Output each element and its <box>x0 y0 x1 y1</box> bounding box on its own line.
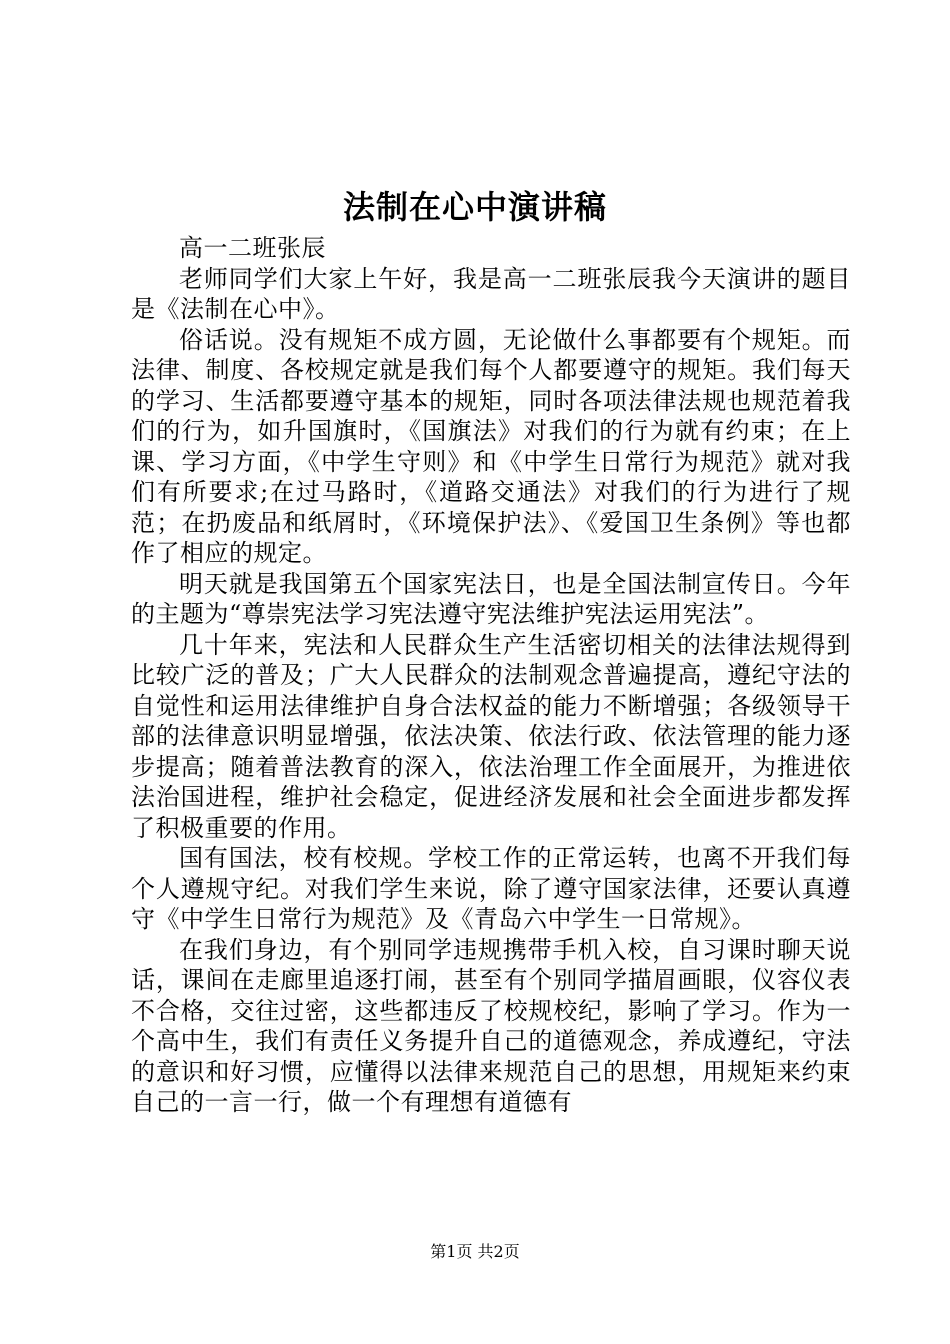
paragraph: 几十年来，宪法和人民群众生产生活密切相关的法律法规得到比较广泛的普及；广大人民群众的法制观念普遍提高，遵纪守法的自觉性和运用法律维护自身合法权益的能力不断增强；各级领导干部的法律意识明显增强，依法决策、依法行政、依法管理的能力逐步提高；随着普法教育的深入，依法治理工作全面展开，为推进依法治国进程，维护社会稳定，促进经济发展和社会全面进步都发挥了积极重要的作用。 <box>131 630 851 842</box>
author-line: 高一二班张辰 <box>179 234 326 262</box>
paragraph: 老师同学们大家上午好，我是高一二班张辰我今天演讲的题目是《法制在心中》。 <box>131 264 851 323</box>
paragraph: 国有国法，校有校规。学校工作的正常运转，也离不开我们每个人遵规守纪。对我们学生来说，除了遵守国家法律，还要认真遵守《中学生日常行为规范》及《青岛六中学生一日常规》。 <box>131 844 851 933</box>
paragraph: 俗话说。没有规矩不成方圆，无论做什么事都要有个规矩。而法律、制度、各校规定就是我们每个人都要遵守的规矩。我们每天的学习、生活都要遵守基本的规矩，同时各项法律法规也规范着我们的行为，如升国旗时，《国旗法》对我们的行为就有约束；在上课、学习方面，《中学生守则》和《中学生日常行为规范》就对我们有所要求;在过马路时，《道路交通法》对我们的行为进行了规范；在扔废品和纸屑时，《环境保护法》、《爱国卫生条例》等也都作了相应的规定。 <box>131 325 851 567</box>
paragraph: 在我们身边，有个别同学违规携带手机入校，自习课时聊天说话，课间在走廊里追逐打闹，甚至有个别同学描眉画眼，仪容仪表不合格，交往过密，这些都违反了校规校纪，影响了学习。作为一个高中生，我们有责任义务提升自己的道德观念，养成遵纪，守法的意识和好习惯，应懂得以法律来规范自己的思想，用规矩来约束自己的一言一行，做一个有理想有道德有 <box>131 935 851 1116</box>
document-body <box>131 233 851 1118</box>
page-footer: 第1页 共2页 <box>430 1242 520 1261</box>
document-title: 法制在心中演讲稿 <box>342 188 607 226</box>
paragraph: 明天就是我国第五个国家宪法日，也是全国法制宣传日。今年的主题为“尊崇宪法学习宪法遵守宪法维护宪法运用宪法”。 <box>131 569 851 628</box>
